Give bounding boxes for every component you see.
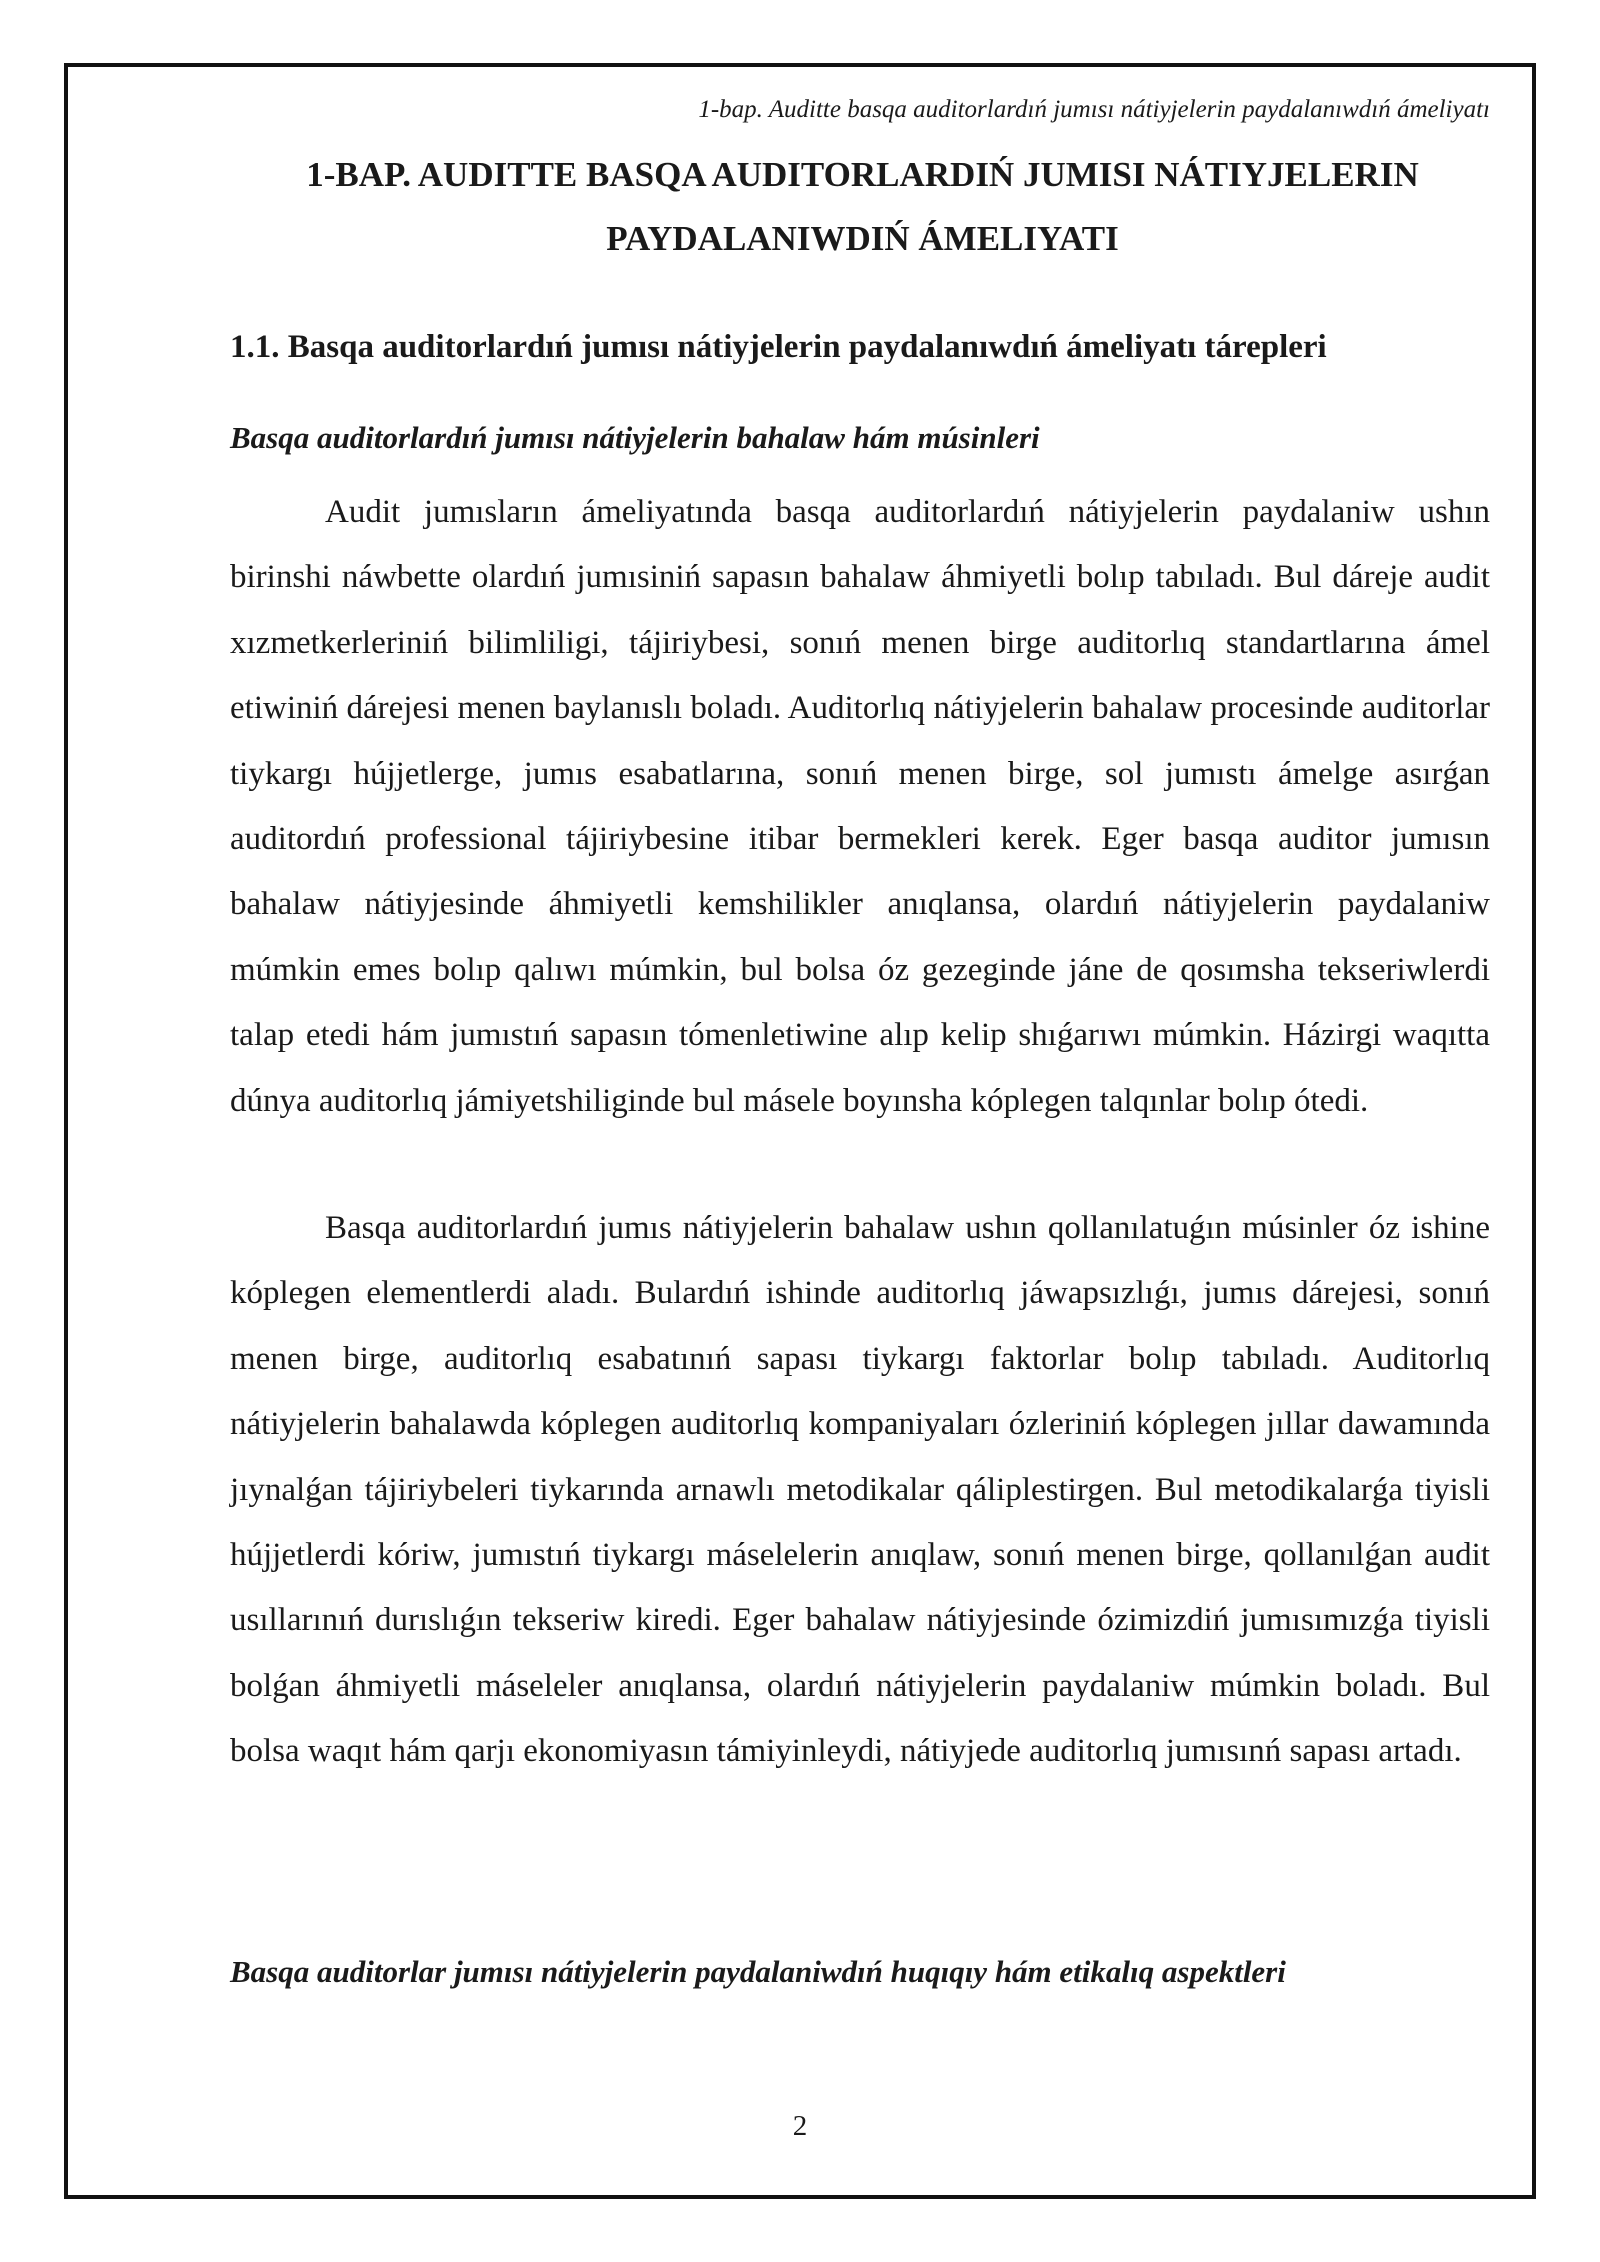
section-title: 1.1. Basqa auditorlardıń jumısı nátiyjelerin paydalanıwdıń ámeliyatı tárepleri — [230, 329, 1327, 365]
subsection-title-legal-ethical: Basqa auditorlar jumısı nátiyjelerin paydalaniwdıń huqıqıy hám etikalıq aspektleri — [230, 1954, 1286, 1989]
subsection-title-evaluation: Basqa auditorlardıń jumısı nátiyjelerin bahalaw hám músinleri — [230, 420, 1040, 455]
chapter-title-line-2: PAYDALANIWDIŃ ÁMELIYATI — [606, 219, 1119, 258]
paragraph-text: Basqa auditorlardıń jumıs nátiyjelerin bahalaw ushın qollanılatuǵın músinler óz ishine kóplegen elementlerdi aladı. Bulardıń ishinde auditorlıq jáwapsızlıǵı, jumıs dárejesi, sonıń menen birge, auditorlıq esabatınıń sapası tiykargı faktorlar bolıp tabıladı. Auditorlıq nátiyjelerin bahalawda kóplegen auditorlıq kompaniyaları ózleriniń kóplegen jıllar dawamında jıynalǵan tájiriybeleri tiykarında arnawlı metodikalar qáliplestirgen. Bul metodikalarǵa tiyisli hújjetlerdi kóriw, jumıstıń tiykargı máselelerin anıqlaw, sonıń menen birge, qollanılǵan audit usıllarınıń durıslıǵın tekseriw kiredi. Eger bahalaw nátiyjesinde ózimizdiń jumısımızǵa tiyisli bolǵan áhmiyetli máseleler anıqlansa, olardıń nátiyjelerin paydalaniw múmkin boladı. Bul bolsa waqıt hám qarjı ekonomiyasın támiyinleydi, nátiyjede auditorlıq jumısınń sapası artadı. — [230, 1210, 1490, 1770]
paragraph-text: Audit jumısların ámeliyatında basqa auditorlardıń nátiyjelerin paydalaniw ushın birinshi náwbette olardıń jumısiniń sapasın bahalaw áhmiyetli bolıp tabıladı. Bul dáreje audit xızmetkerleriniń bilimliligi, tájiriybesi, sonıń menen birge auditorlıq standartlarına ámel etiwiniń dárejesi menen baylanıslı boladı. Auditorlıq nátiyjelerin bahalaw procesinde auditorlar tiykargı hújjetlerge, jumıs esabatlarına, sonıń menen birge, sol jumıstı ámelge asırǵan auditordıń professional tájiriybesine itibar bermekleri kerek. Eger basqa auditor jumısın bahalaw nátiyjesinde áhmiyetli kemshilikler anıqlansa, olardıń nátiyjelerin paydalaniw múmkin emes bolıp qalıwı múmkin, bul bolsa óz gezeginde jáne de qosımsha tekseriwlerdi talap etedi hám jumıstıń sapasın tómenletiwine alıp kelip shıǵarıwı múmkin. Házirgi waqıtta dúnya auditorlıq jámiyetshiliginde bul másele boyınsha kóplegen talqınlar bolıp ótedi. — [230, 494, 1490, 1119]
body-paragraph-1 — [230, 480, 1490, 1134]
chapter-title-line-1: 1-BAP. AUDITTE BASQA AUDITORLARDIŃ JUMISI NÁTIYJELERIN — [306, 155, 1419, 194]
page-number: 2 — [792, 2110, 808, 2142]
chapter-title — [190, 143, 1535, 271]
running-header: 1-bap. Auditte basqa auditorlardıń jumısı nátiyjelerin paydalanıwdıń ámeliyatı — [698, 96, 1490, 123]
body-paragraph-2 — [230, 1196, 1490, 1785]
